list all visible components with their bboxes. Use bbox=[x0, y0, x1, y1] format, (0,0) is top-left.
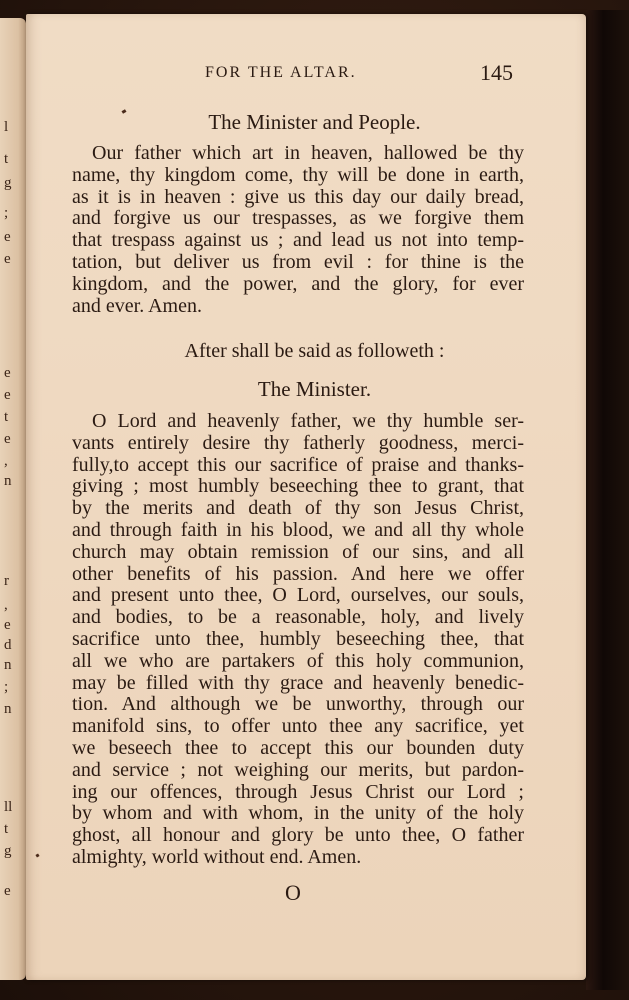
edge-letter: ; bbox=[4, 679, 9, 695]
text-line: fully,to accept this our sacrifice of praise and thanks- bbox=[72, 453, 524, 476]
catchword: O bbox=[285, 880, 301, 905]
edge-letter: g bbox=[4, 175, 12, 191]
text-line: as it is in heaven : give us this day our daily bread, bbox=[72, 185, 524, 208]
edge-letter: ll bbox=[4, 799, 13, 815]
edge-letter: d bbox=[4, 637, 12, 653]
page-number: 145 bbox=[480, 60, 513, 85]
edge-letter: n bbox=[4, 473, 12, 489]
text-line: O Lord and heavenly father, we thy humble ser- bbox=[92, 410, 524, 432]
book-spine bbox=[586, 10, 629, 990]
edge-letter: g bbox=[4, 843, 12, 859]
text-line: and ever. Amen. bbox=[72, 294, 202, 317]
text-line: may be filled with thy grace and heavenly benedic- bbox=[72, 671, 524, 694]
text-line: ghost, all honour and glory be unto thee, O father bbox=[72, 824, 524, 847]
text-line: tion. And although we be unworthy, through our bbox=[72, 693, 524, 716]
edge-letter: r bbox=[4, 573, 9, 589]
edge-letter: , bbox=[4, 453, 8, 469]
edge-letter: ; bbox=[4, 205, 9, 221]
text-line: that trespass against us ; and lead us not into temp- bbox=[72, 229, 524, 252]
edge-letter: , bbox=[4, 597, 8, 613]
text-line: by the merits and death of thy son Jesus Christ, bbox=[72, 497, 524, 520]
edge-letter: e bbox=[4, 387, 11, 403]
edge-letter: e bbox=[4, 431, 11, 447]
edge-letter: e bbox=[4, 229, 11, 245]
text-line: we beseech thee to accept this our bounden duty bbox=[72, 736, 524, 759]
text-line: all we who are partakers of this holy communion, bbox=[72, 649, 524, 672]
text-line: church may obtain remission of our sins, and all bbox=[72, 540, 524, 563]
edge-letter: l bbox=[4, 119, 9, 135]
lords-prayer-paragraph bbox=[72, 143, 524, 317]
section-heading: The Minister. bbox=[257, 377, 372, 401]
edge-letter: e bbox=[4, 365, 11, 381]
text-line: almighty, world without end. Amen. bbox=[72, 845, 362, 868]
running-header: FOR THE ALTAR. bbox=[205, 64, 357, 81]
text-line: ing our offences, through Jesus Christ our Lord ; bbox=[72, 780, 524, 803]
text-line: and through faith in his blood, we and all thy whole bbox=[72, 518, 524, 541]
text-line: and forgive us our trespasses, as we forgive them bbox=[72, 207, 524, 230]
edge-letter: n bbox=[4, 701, 12, 717]
edge-letter: e bbox=[4, 883, 11, 899]
text-line: manifold sins, to offer unto thee any sacrifice, yet bbox=[72, 715, 524, 738]
text-line: Our father which art in heaven, hallowed be thy bbox=[92, 142, 524, 164]
text-line: by whom and with whom, in the unity of the holy bbox=[72, 802, 524, 825]
section-heading: The Minister and People. bbox=[208, 110, 421, 134]
edge-letter: n bbox=[4, 657, 12, 673]
text-line: giving ; most humbly beseeching thee to grant, that bbox=[72, 475, 524, 498]
text-line: kingdom, and the power, and the glory, for ever bbox=[72, 272, 524, 295]
facing-page-edge bbox=[0, 18, 26, 980]
text-line: other benefits of his passion. And here we offer bbox=[72, 562, 524, 585]
edge-letter: e bbox=[4, 251, 11, 267]
edge-letter: t bbox=[4, 821, 9, 837]
edge-letter: t bbox=[4, 151, 9, 167]
prayer-of-oblation-paragraph bbox=[72, 411, 524, 869]
text-line: sacrifice unto thee, humbly beseeching thee, that bbox=[72, 627, 524, 650]
text-line: name, thy kingdom come, thy will be done in earth, bbox=[72, 163, 524, 186]
rubric: After shall be said as followeth : bbox=[184, 340, 445, 362]
text-line: and present unto thee, O Lord, ourselves, our souls, bbox=[72, 584, 524, 607]
edge-letter: t bbox=[4, 409, 9, 425]
text-line: and bodies, to be a reasonable, holy, and lively bbox=[72, 606, 524, 629]
text-line: vants entirely desire thy fatherly goodness, merci- bbox=[72, 431, 524, 454]
edge-letter: e bbox=[4, 617, 11, 633]
text-line: tation, but deliver us from evil : for thine is the bbox=[72, 250, 524, 273]
text-line: and service ; not weighing our merits, but pardon- bbox=[72, 758, 524, 781]
